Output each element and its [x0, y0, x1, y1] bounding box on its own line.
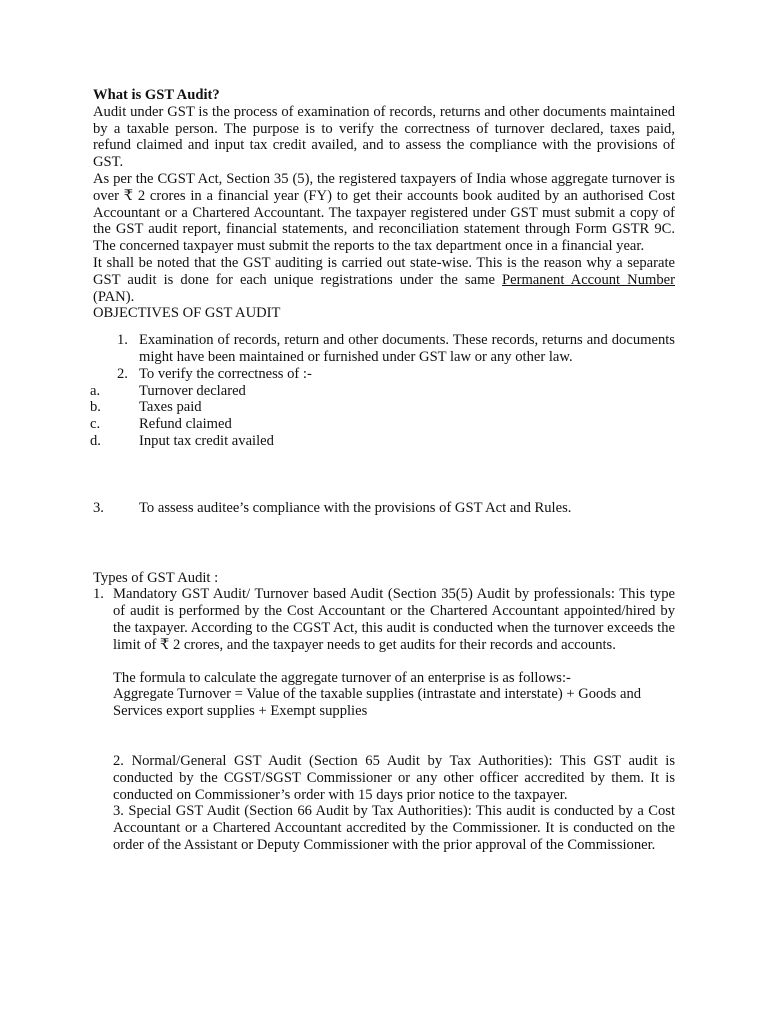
intro-paragraph-2: As per the CGST Act, Section 35 (5), the registered taxpayers of India whose aggregate turnover is over ₹ 2 crores in a financial year (FY) to get their accounts book audited by an authorised Cost Accountant or a Chartered Accountant. The taxpayer registered under GST must submit a copy of the GST audit report, financial statements, and reconciliation statement through Form GSTR 9C. The concerned taxpayer must submit the reports to the tax department once in a financial year. [93, 170, 675, 255]
objective-number: 2. [117, 365, 128, 382]
objective-number: 3. [93, 499, 104, 516]
objective-item-1 [93, 332, 675, 366]
objective-number: 1. [117, 332, 128, 349]
objective-text: Examination of records, return and other documents. These records, returns and documents might have been maintained or furnished under GST law or any other law. [139, 332, 675, 365]
objective-item-3 [93, 500, 675, 517]
type-number: 1. [93, 586, 104, 603]
verify-letter: d. [90, 432, 101, 449]
audit-type-2 [93, 753, 675, 803]
verify-letter: c. [90, 416, 101, 433]
formula-equation: Aggregate Turnover = Value of the taxable supplies (intrastate and interstate) + Goods and Services export supplies + Exempt supplies [113, 686, 642, 720]
verify-letter: b. [90, 399, 101, 416]
verify-letter: a. [90, 382, 101, 399]
pan-link[interactable]: Permanent Account Number [502, 271, 675, 288]
statewise-paragraph [93, 255, 675, 305]
verify-text: Input tax credit availed [139, 432, 274, 449]
verify-text: Refund claimed [139, 416, 232, 433]
type-text: 3. Special GST Audit (Section 66 Audit by Tax Authorities): This audit is conducted by a Cost Accountant or a Chartered Accountant accredited by the Commissioner. It is conducted on the order of the Assistant or Deputy Commissioner with the prior approval of the Commissioner. [113, 803, 675, 853]
objective-text: To assess auditee’s compliance with the provisions of GST Act and Rules. [139, 499, 572, 516]
type-text: Mandatory GST Audit/ Turnover based Audit (Section 35(5) Audit by professionals: This type of audit is performed by the Cost Accountant or the Chartered Accountant appointed/hired by the taxpayer. According to the CGST Act, this audit is conducted when the turnover exceeds the limit of ₹ 2 crores, and the taxpayer needs to get audits for their records and accounts. [113, 586, 675, 653]
verify-item-c [90, 416, 675, 433]
objective-item-2 [93, 366, 675, 383]
formula-intro: The formula to calculate the aggregate turnover of an enterprise is as follows:- [113, 669, 571, 686]
type-text: 2. Normal/General GST Audit (Section 65 Audit by Tax Authorities): This GST audit is conducted by the CGST/SGST Commissioner or any other officer accredited by them. It is conducted on Commissioner’s order with 15 days prior notice to the taxpayer. [113, 752, 675, 803]
verify-item-a [90, 382, 675, 400]
verify-item-d [90, 432, 675, 450]
statewise-text: It shall be noted that the GST auditing is carried out state-wise. This is the reason why a separate GST audit is done for each unique registrations under the same [93, 254, 675, 288]
statewise-end: (PAN). [93, 288, 135, 305]
formula-block [93, 670, 675, 720]
intro-paragraph-1: Audit under GST is the process of examination of records, returns and other documents maintained by a taxable person. The purpose is to verify the correctness of turnover declared, taxes paid, refund claimed and input tax credit availed, and to assess the compliance with the provisions of GST. [93, 103, 675, 171]
verify-item-b [90, 399, 675, 416]
objective-text: To verify the correctness of :- [139, 365, 312, 382]
objectives-list [90, 332, 675, 516]
page-title: What is GST Audit? [93, 87, 220, 103]
objectives-heading: OBJECTIVES OF GST AUDIT [93, 305, 281, 322]
document-content [90, 87, 675, 854]
verify-text: Taxes paid [139, 399, 202, 416]
verify-text: Turnover declared [139, 382, 246, 399]
types-heading: Types of GST Audit : [93, 569, 219, 586]
audit-type-3 [93, 803, 675, 853]
audit-type-1 [93, 586, 675, 653]
